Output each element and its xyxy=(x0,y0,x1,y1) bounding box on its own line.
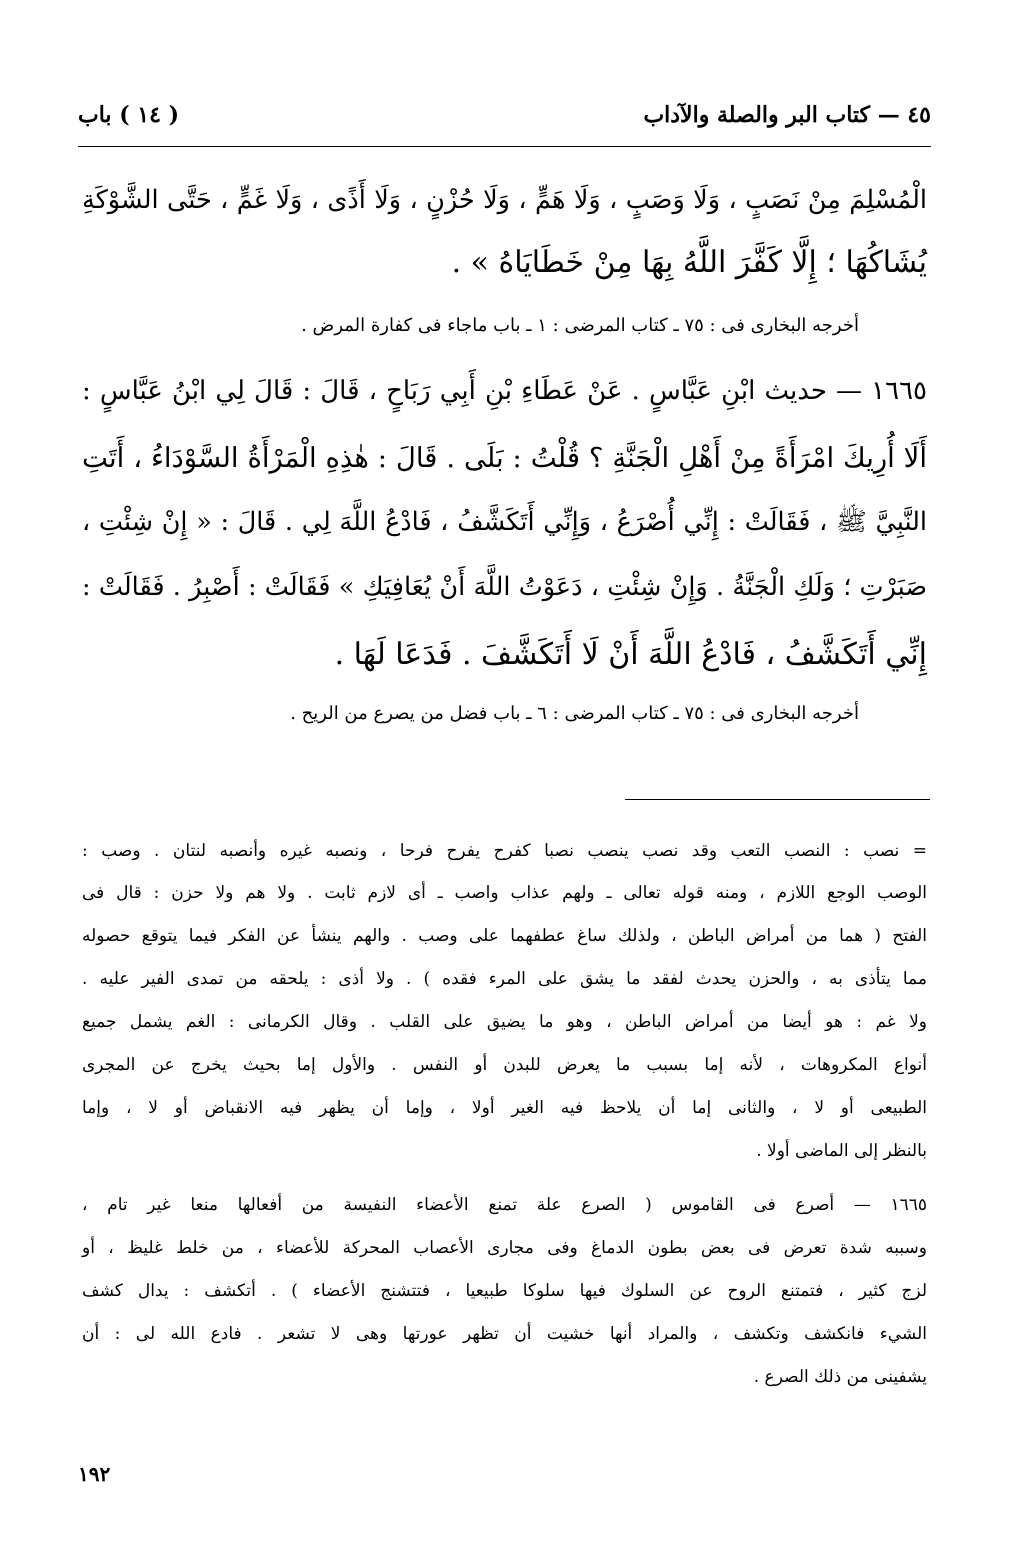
page-number: ١٩٢ xyxy=(78,1462,111,1486)
hadith-1664-source: أخرجه البخارى فى : ٧٥ ـ كتاب المرضى : ١ ـ باب ماجاء فى كفارة المرض . xyxy=(301,315,859,336)
footnote-line: يشفينى من ذلك الصرع . xyxy=(753,1367,927,1387)
hadith-1665-line: ١٦٦٥ — حديث ابْنِ عَبَّاسٍ . عَنْ عَطَاءِ بْنِ أَبِي رَبَاحٍ ، قَالَ : قَالَ لِي ابْنُ عَبَّاسٍ : xyxy=(82,376,927,406)
footnote-divider xyxy=(625,799,930,800)
hadith-1664-line: الْمُسْلِمَ مِنْ نَصَبٍ ، وَلَا وَصَبٍ ، وَلَا هَمٍّ ، وَلَا حُزْنٍ ، وَلَا أَذًى ، وَلَا غَمٍّ ، حَتَّى الشَّوْكَةِ xyxy=(82,185,927,215)
footnote-line: ١٦٦٥ — أصرع فى القاموس ( الصرع علة تمنع الأعضاء النفيسة من أفعالها منعا غير تام ، xyxy=(82,1195,927,1215)
section-number: ( ١٤ ) باب xyxy=(78,102,179,128)
footnote-line: بالنظر إلى الماضى أولا . xyxy=(756,1141,927,1161)
footnote-line: = نصب : النصب التعب وقد نصب ينصب نصبا كفرح يفرح فرحا ، ونصبه غيره وأنصبه لنتان . وصب : xyxy=(82,841,927,861)
footnote-line: وسببه شدة تعرض فى بعض بطون الدماغ وفى مجارى الأعصاب المحركة للأعضاء ، من خلط غليظ ، أو xyxy=(82,1238,927,1258)
footnote-line: ولا غم : هو أيضا من أمراض الباطن ، وهو ما يضيق على القلب . وقال الكرمانى : الغم يشمل جميع xyxy=(82,1012,927,1032)
hadith-1664-line: يُشَاكُهَا ؛ إِلَّا كَفَّرَ اللَّهُ بِهَا مِنْ خَطَايَاهُ » . xyxy=(451,245,927,280)
hadith-1665-line: النَّبِيَّ ﷺ ، فَقَالَتْ : إِنِّي أُصْرَعُ ، وَإِنِّي أَتَكَشَّفُ ، فَادْعُ اللَّهَ لِي . قَالَ : « إِنْ شِئْتِ ، xyxy=(82,507,927,537)
chapter-title: ٤٥ — كتاب البر والصلة والآداب xyxy=(643,102,931,128)
footnote-line: الشيء فانكشف وتكشف ، والمراد أنها خشيت أن تظهر عورتها وهى لا تشعر . فادع الله لى : أن xyxy=(82,1324,927,1344)
footnote-line: الطبيعى أو لا ، والثانى إما أن يلاحظ فيه الغير أولا ، وإما أن يظهر فيه الانقباض أو لا ، وإما xyxy=(82,1098,927,1118)
footnote-line: أنواع المكروهات ، لأنه إما بسبب ما يعرض للبدن أو النفس . والأول إما بحيث يخرج عن المجرى xyxy=(82,1055,927,1075)
footnote-line: الفتح ( هما من أمراض الباطن ، ولذلك ساغ عطفهما على وصب . والهم ينشأ عن الفكر فيما يتوقع حصوله xyxy=(82,926,927,946)
hadith-1665-source: أخرجه البخارى فى : ٧٥ ـ كتاب المرضى : ٦ ـ باب فضل من يصرع من الريح . xyxy=(290,703,859,724)
header-divider xyxy=(78,146,931,147)
hadith-1665-line: أَلَا أُرِيكَ امْرَأَةً مِنْ أَهْلِ الْجَنَّةِ ؟ قُلْتُ : بَلَى . قَالَ : هٰذِهِ الْمَرْأَةُ السَّوْدَاءُ ، أَتَتِ xyxy=(82,442,927,474)
running-header xyxy=(78,102,931,128)
footnote-line: مما يتأذى به ، والحزن يحدث لفقد ما يشق على المرء فقده ) . ولا أذى : يلحقه من تمدى الفير عليه . xyxy=(82,969,927,989)
hadith-1665-line: صَبَرْتِ ؛ وَلَكِ الْجَنَّةُ . وَإِنْ شِئْتِ ، دَعَوْتُ اللَّهَ أَنْ يُعَافِيَكِ » فَقَالَتْ : أَصْبِرُ . فَقَالَتْ : xyxy=(82,572,927,602)
hadith-1665-line: إِنِّي أَتَكَشَّفُ ، فَادْعُ اللَّهَ أَنْ لَا أَتَكَشَّفَ . فَدَعَا لَهَا . xyxy=(334,637,927,672)
footnote-line: لزج كثير ، فتمتنع الروح عن السلوك فيها سلوكا طبيعيا ، فتتشنج الأعضاء ) . أتكشف : يدال كشف xyxy=(82,1281,927,1301)
footnote-line: الوصب الوجع اللازم ، ومنه قوله تعالى ـ ولهم عذاب واصب ـ أى لازم ثابت . ولا هم ولا حزن : قال فى xyxy=(82,883,927,903)
